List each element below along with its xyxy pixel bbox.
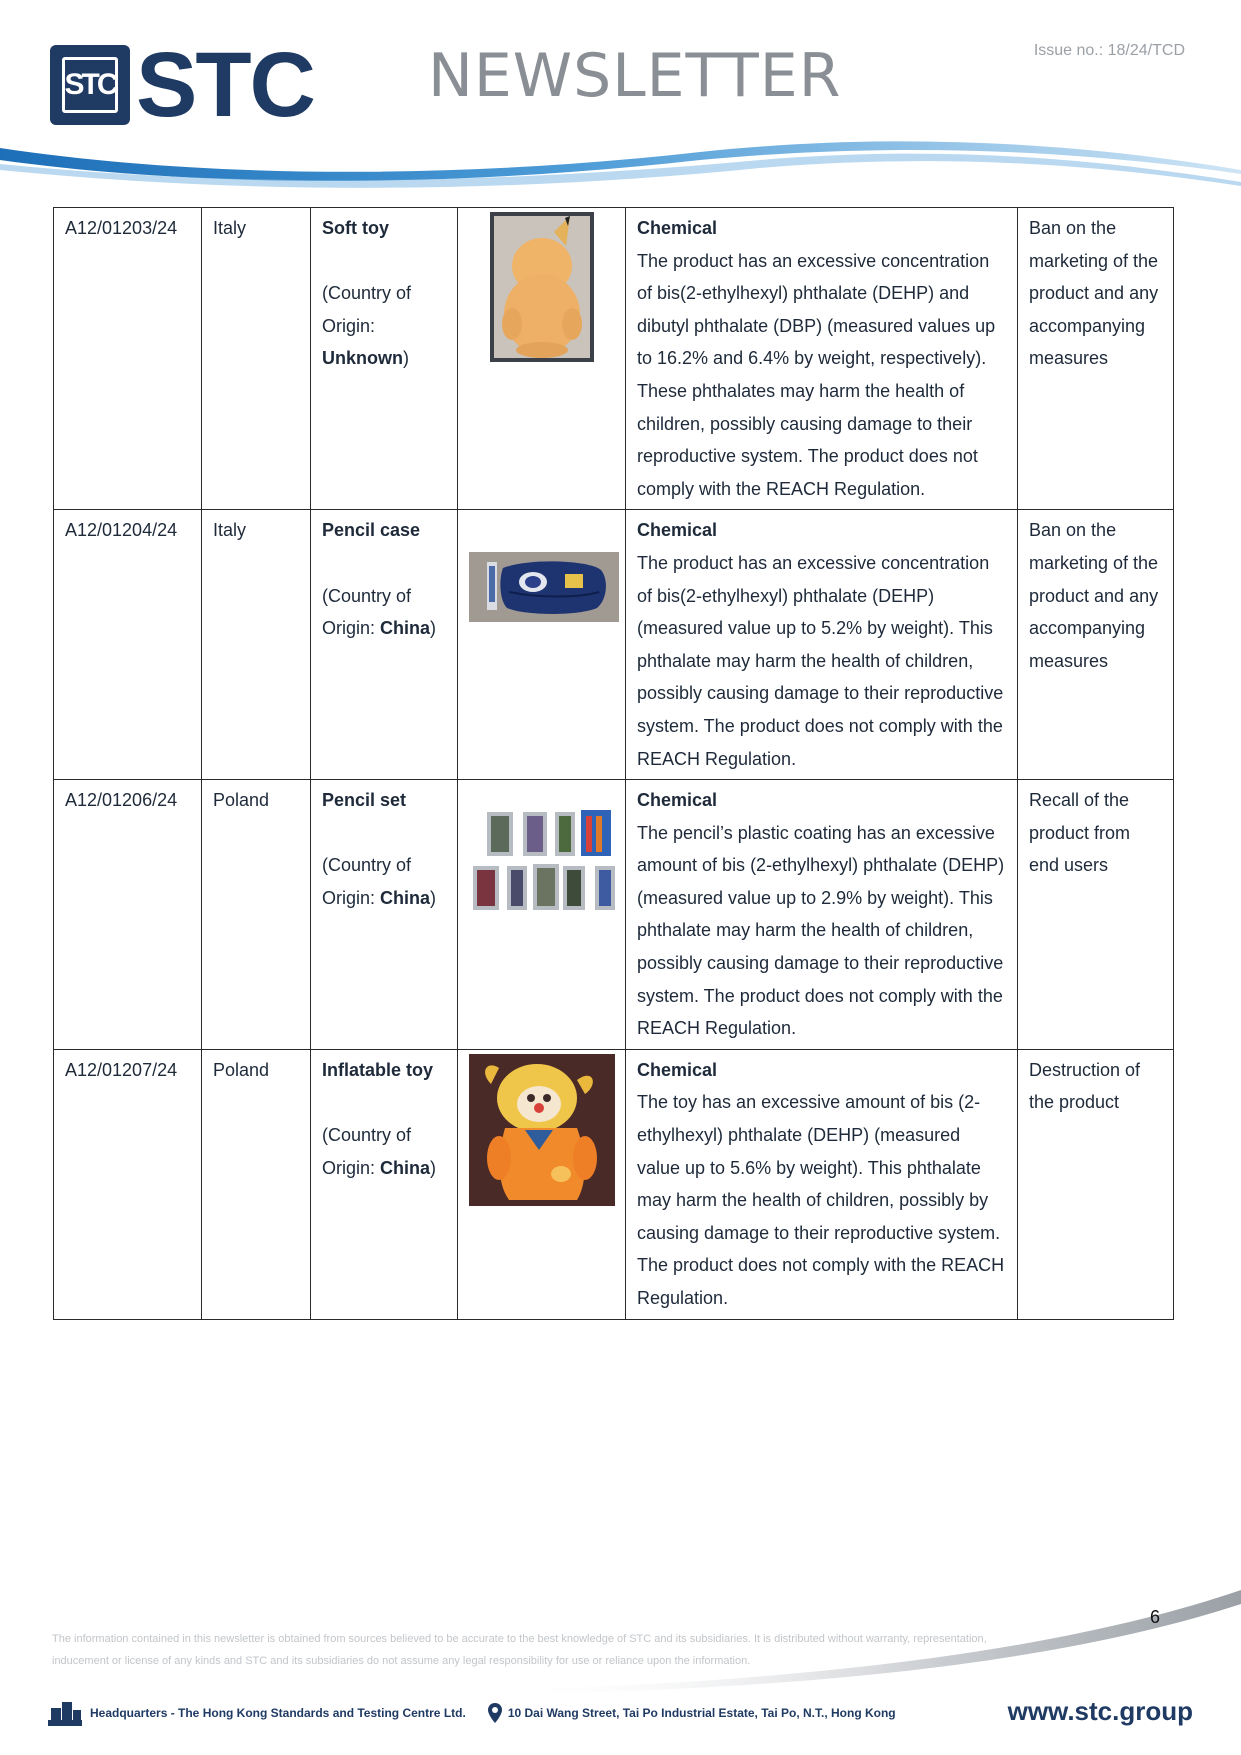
product-name: Pencil set (322, 790, 407, 811)
table-row (54, 1049, 1174, 1319)
location-pin-icon (488, 1703, 502, 1723)
notifying-country: Poland (202, 1049, 311, 1319)
measures-taken: Recall of the product from end users (1018, 780, 1174, 1050)
product-image-cell (458, 780, 626, 1050)
origin-prefix: (Country of Origin: (322, 283, 412, 336)
origin-suffix: ) (430, 1157, 437, 1178)
measures-taken: Destruction of the product (1018, 1049, 1174, 1319)
product-name: Inflatable toy (322, 1059, 434, 1080)
origin-country: China (380, 1157, 431, 1178)
alerts-table (53, 207, 1174, 1320)
disclaimer-text: The information contained in this newsletter is obtained from sources believed to be accurate to the best knowledge of STC and its subsidiaries. It is distributed without warranty, representation, inducement or license of any kinds and STC and its subsidiaries do not assume any legal responsibility for use or reliance upon the information. (52, 1633, 987, 1667)
header-swoosh-graphic (0, 130, 1241, 200)
origin-country: Unknown (322, 348, 403, 369)
risk-type: Chemical (637, 520, 718, 541)
notifying-country: Poland (202, 780, 311, 1050)
product-image-cell (458, 510, 626, 780)
page-number: 6 (1150, 1607, 1161, 1627)
product-cell (311, 780, 458, 1050)
headquarters-text: Headquarters - The Hong Kong Standards and Testing Centre Ltd. (90, 1706, 466, 1720)
risk-description: The product has an excessive concentration of bis(2-ethylhexyl) phthalate (DEHP) and dibutyl phthalate (DBP) (measured values up to 16.2% and 6.4% by weight, respectively). These phthalates may harm the health of children, possibly causing damage to their reproductive system. The product does not comply with the REACH Regulation. (637, 250, 996, 499)
page-header (0, 0, 1241, 200)
reference-number: A12/01204/24 (54, 510, 202, 780)
table-row (54, 208, 1174, 510)
origin-country: China (380, 618, 431, 639)
table-row (54, 780, 1174, 1050)
address-text: 10 Dai Wang Street, Tai Po Industrial Estate, Tai Po, N.T., Hong Kong (507, 1706, 896, 1720)
pencil-case-photo (469, 552, 619, 622)
issue-number: Issue no.: 18/24/TCD (1033, 42, 1185, 59)
logo-wordmark: STC (136, 34, 314, 136)
product-cell (311, 1049, 458, 1319)
reference-number: A12/01207/24 (54, 1049, 202, 1319)
page-footer (48, 1696, 1193, 1730)
inflatable-toy-photo (469, 1054, 615, 1206)
risk-description: The product has an excessive concentration of bis(2-ethylhexyl) phthalate (DEHP) (measured value up to 5.2% by weight). This phthalate may harm the health of children, possibly causing damage to their reproductive system. The product does not comply with the REACH Regulation. (637, 552, 1004, 769)
product-image-cell (458, 208, 626, 510)
risk-type: Chemical (637, 1059, 718, 1080)
product-name: Pencil case (322, 520, 421, 541)
building-icon (48, 1700, 82, 1726)
table-row (54, 510, 1174, 780)
origin-suffix: ) (430, 887, 437, 908)
risk-description: The toy has an excessive amount of bis (2-ethylhexyl) phthalate (DEHP) (measured value up to 5.6% by weight). This phthalate may harm the health of children, possibly by causing damage to their reproductive system. The product does not comply with the REACH Regulation. (637, 1092, 1005, 1308)
origin-suffix: ) (403, 348, 409, 369)
product-name: Soft toy (322, 218, 389, 238)
product-image-cell (458, 1049, 626, 1319)
stc-logo-mark-icon (50, 45, 130, 125)
product-cell (311, 510, 458, 780)
product-cell (311, 208, 458, 510)
origin-prefix: (Country of Origin: (322, 1125, 412, 1178)
stc-logo (50, 34, 350, 136)
risk-type: Chemical (637, 790, 718, 811)
measures-taken: Ban on the marketing of the product and any accompanying measures (1018, 510, 1174, 780)
risk-cell (626, 1049, 1018, 1319)
risk-description: The pencil’s plastic coating has an excessive amount of bis (2-ethylhexyl) phthalate (DEHP) (measured value up to 2.9% by weight). This phthalate may harm the health of children, possibly causing damage to their reproductive system. The product does not comply with the REACH Regulation. (637, 822, 1005, 1039)
reference-number: A12/01206/24 (54, 780, 202, 1050)
measures-taken: Ban on the marketing of the product and any accompanying measures (1018, 208, 1174, 510)
origin-prefix: (Country of Origin: (322, 855, 412, 908)
plush-toy-photo (490, 212, 594, 362)
origin-suffix: ) (430, 618, 437, 639)
origin-prefix: (Country of Origin: (322, 585, 412, 639)
newsletter-title: NEWSLETTER (428, 41, 842, 111)
origin-country: China (380, 887, 431, 908)
logo-mark-letters: STC (62, 57, 118, 113)
notifying-country: Italy (202, 208, 311, 510)
risk-cell (626, 780, 1018, 1050)
reference-number: A12/01203/24 (54, 208, 202, 510)
risk-cell (626, 208, 1018, 510)
pencil-set-photo (469, 804, 619, 914)
website-link[interactable]: www.stc.group (1007, 1696, 1193, 1726)
risk-cell (626, 510, 1018, 780)
risk-type: Chemical (637, 218, 718, 238)
notifying-country: Italy (202, 510, 311, 780)
